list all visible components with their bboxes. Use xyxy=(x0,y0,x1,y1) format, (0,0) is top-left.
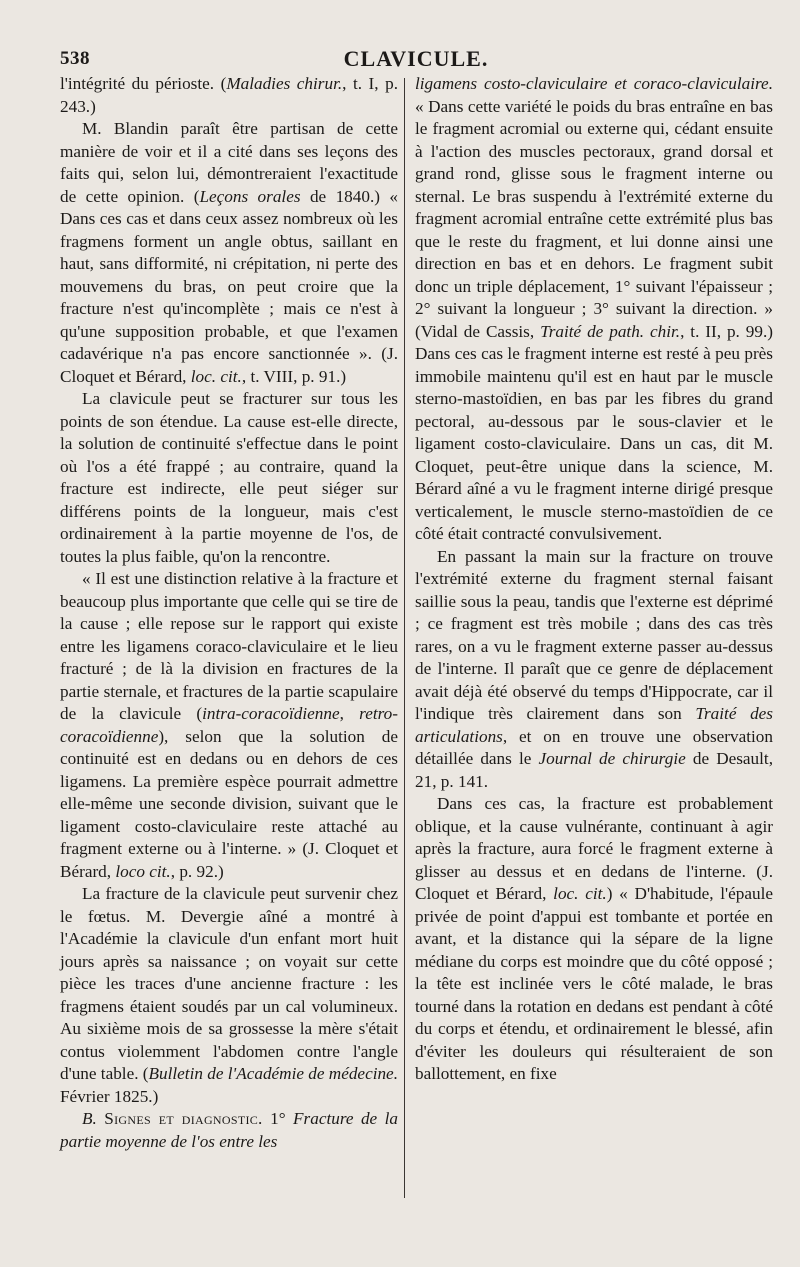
italic-run: Leçons orales xyxy=(199,186,301,206)
text-run: , xyxy=(339,704,360,723)
paragraph xyxy=(415,793,773,1086)
italic-run: B. xyxy=(82,1109,105,1128)
text-run: En passant la main sur la fracture on trouve l'extrémité externe du fragment sternal faisant saillie sous la peau, tandis que l'externe est déprimé ; ce fragment est très mobile ; dans des cas très rares, on a vu le fragment externe passer au-dessus de l'interne. Il paraît que ce genre de déplacement avait déjà été observé du temps d'Hippocrate, car il l'indique très clairement dans son xyxy=(415,546,773,723)
text-run: , p. 92.) xyxy=(170,861,224,881)
italic-run: Traité de path. chir. xyxy=(540,321,681,341)
italic-run: Maladies chirur. xyxy=(226,74,343,93)
page-header xyxy=(60,44,772,74)
italic-run: intra-coracoïdienne xyxy=(202,704,340,723)
text-run: ) « D'habitude, l'épaule privée de point d'appui est tombante et portée en avant, et la distance qui la sépare de la ligne médiane du corps est moindre que du côté opposé ; la tête est inclinée vers le côté malade, le bras tourné dans la rotation en dedans est pendant à côté du corps et étendu, et ordinairement le blessé, afin d'éviter les douleurs qui résulteraient de son ballottement, en fixe xyxy=(415,884,773,1083)
paragraph xyxy=(60,118,398,388)
text-run: La clavicule peut se fracturer sur tous les points de son étendue. La cause est-elle directe, la solution de continuité s'effectue dans le point où l'os a été frappé ; au contraire, quand la fracture est indirecte, elle peut siéger sur différens points de la longueur, mais c'est ordinairement à la partie moyenne de l'os, de toutes la plus faible, qu'on la rencontre. xyxy=(60,389,398,566)
left-column xyxy=(60,73,398,1153)
text-run: l'intégrité du périoste. ( xyxy=(60,74,227,93)
section-heading-paragraph xyxy=(60,1108,398,1153)
text-run: Dans ces cas, la fracture est probablement oblique, et la cause vulnérante, continuant à agir après la fracture, aura forcé le fragment externe à glisser au dessus et en dedans de l'interne. (J. Cloquet et Bérard, xyxy=(415,794,773,903)
italic-run: Journal de chirurgie xyxy=(538,749,686,768)
paragraph xyxy=(60,883,398,1108)
text-run: , et on en trouve une observation détaillée dans le xyxy=(415,726,773,768)
text-run: de 1840.) « Dans ces cas et dans ceux assez nombreux où les fragmens forment un angle obtus, saillant en haut, sans difformité, ni crépitation, ni perte des mouvemens du bras, on peut croire que la fracture n'est qu'incomplète ; mais ce n'est à qu'une supposition probable, et que l'examen cadavérique n'a pas encore sanctionnée ». (J. Cloquet et Bérard, xyxy=(60,186,398,386)
page-number: 538 xyxy=(60,48,90,69)
text-run: , t. VIII, p. 91.) xyxy=(241,366,347,386)
italic-run: Bulletin de l'Académie de médecine. xyxy=(148,1064,398,1083)
text-run: « Dans cette variété le poids du bras entraîne en bas le fragment acromial ou externe qui, cédant ensuite à l'action des muscles pectoraux, grand dorsal et grand rond, glisse sous le fragment interne ou sternal. Le bras suspendu à l'extrémité externe du fragment acromial entraîne cette extrémité plus bas que le reste du fragment, et lui donne ainsi une direction en bas et en dehors. Le fragment subit donc un triple déplacement, 1° suivant l'épaisseur ; 2° suivant la longueur ; 3° suivant la direction. » (Vidal de Cassis, xyxy=(415,96,773,341)
italic-run: ligamens costo-claviculaire et coraco-claviculaire. xyxy=(415,74,773,93)
text-run: La fracture de la clavicule peut survenir chez le fœtus. M. Devergie aîné a montré à l'Académie la clavicule d'un enfant mort huit jours après sa naissance ; on voyait sur cette pièce les traces d'une ancienne fracture : les fragmens étaient soudés par un cal volumineux. Au sixième mois de sa grossesse la mère s'était contus violemment l'abdomen contre l'angle d'une table. ( xyxy=(60,884,398,1083)
italic-run: loc. cit. xyxy=(190,366,242,386)
text-run: , t. II, p. 99.) Dans ces cas le fragment interne est resté à peu près immobile maintenu qu'il est en haut par le muscle sterno-mastoïdien, en bas par les fibres du grand pectoral, au-dessous par le sous-clavier et le ligament costo-claviculaire. Dans un cas, dit M. Cloquet, peut-être unique dans la science, M. Bérard aîné a vu le fragment interne dirigé presque verticalement, le muscle sterno-mastoïdien de ce côté était contracté convulsivement. xyxy=(415,321,773,543)
text-run: de Desault, 21, p. 141. xyxy=(415,749,773,791)
italic-run: Fracture de la partie moyenne de l'os entre les xyxy=(60,1109,399,1151)
paragraph xyxy=(60,388,398,568)
text-run: ), selon que la solution de continuité est en dedans ou en dehors de ces ligamens. La première espèce pourrait admettre elle-même une seconde division, suivant que le ligament costo-claviculaire reste attaché au fragment externe ou à l'interne. » (J. Cloquet et Bérard, xyxy=(60,726,398,881)
text-run: 1° xyxy=(262,1109,294,1128)
text-run: Février 1825.) xyxy=(60,1086,159,1106)
text-run: , t. I, p. 243.) xyxy=(60,74,398,116)
paragraph xyxy=(60,73,398,118)
paragraph xyxy=(415,546,773,794)
right-column xyxy=(415,73,773,1086)
running-head: CLAVICULE. xyxy=(343,46,489,71)
italic-run: loco cit. xyxy=(115,861,171,881)
column-divider xyxy=(404,78,405,1198)
paragraph xyxy=(415,73,773,546)
italic-run: loc. cit. xyxy=(553,884,607,903)
italic-run: Traité des articulations xyxy=(415,704,774,746)
paragraph xyxy=(60,568,398,883)
small-caps-run: Signes et diagnostic. xyxy=(104,1109,263,1128)
text-run: « Il est une distinction relative à la fracture et beaucoup plus importante que celle qui se tire de la cause ; elle repose sur le rapport qui existe entre les ligamens coraco-claviculaire et le lieu fracturé ; de là la division en fractures de la partie sternale, et fractures de la partie scapulaire de la clavicule ( xyxy=(60,569,398,723)
text-run: M. Blandin paraît être partisan de cette manière de voir et il a cité dans ses leçons des faits qui, selon lui, démontreraient l'exactitude de cette opinion. ( xyxy=(60,119,398,206)
italic-run: retro-coracoïdienne xyxy=(60,704,398,746)
